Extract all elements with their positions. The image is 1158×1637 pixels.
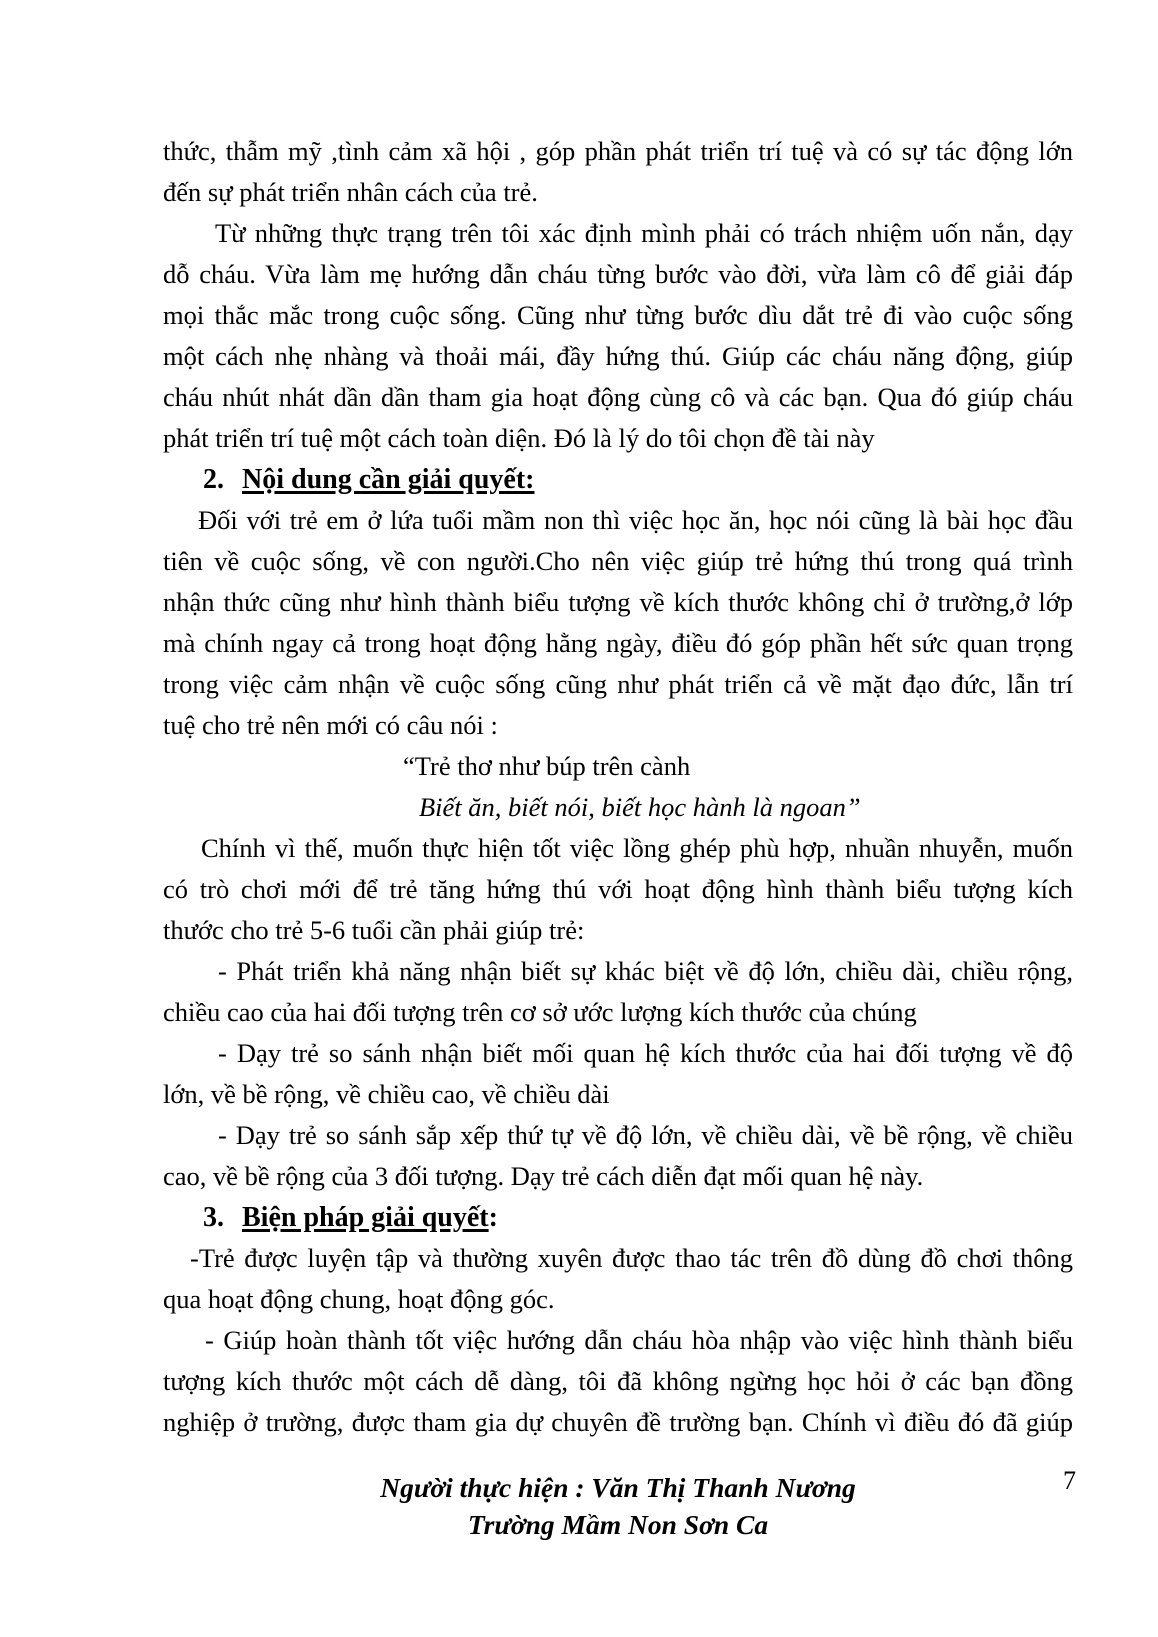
section-colon: : (488, 1202, 498, 1233)
footer-author: Người thực hiện : Văn Thị Thanh Nương (380, 1472, 856, 1503)
paragraph-line: có trò chơi mới để trẻ tăng hứng thú với hoạt động hình thành biểu tượng kích (163, 874, 1073, 904)
text-column (163, 131, 1073, 1543)
paragraph-line: tuệ cho trẻ nên mới có câu nói : (163, 710, 498, 740)
section-title: Nội dung cần giải quyết: (242, 464, 535, 495)
section-heading-3 (163, 1197, 1073, 1238)
paragraph-line: phát triển trí tuệ một cách toàn diện. Đó là lý do tôi chọn đề tài này (163, 423, 875, 453)
paragraph-line: tiên về cuộc sống, về con người.Cho nên việc giúp trẻ hứng thú trong quá trình (163, 546, 1073, 576)
paragraph-line: -Trẻ được luyện tập và thường xuyên được thao tác trên đồ dùng đồ chơi thông (190, 1243, 1073, 1273)
paragraph-line: một cách nhẹ nhàng và thoải mái, đầy hứng thú. Giúp các cháu năng động, giúp (163, 341, 1073, 371)
paragraph-line: qua hoạt động chung, hoạt động góc. (163, 1284, 555, 1314)
paragraph-line: mọi thắc mắc trong cuộc sống. Cũng như từng bước dìu dắt trẻ đi vào cuộc sống (163, 300, 1073, 330)
paragraph-line: cháu nhút nhát dần dần tham gia hoạt động cùng cô và các bạn. Qua đó giúp cháu (163, 382, 1073, 412)
paragraph-line: trong việc cảm nhận về cuộc sống cũng như phát triển cả về mặt đạo đức, lẫn trí (163, 669, 1073, 699)
paragraph-line: thức, thẫm mỹ ,tình cảm xã hội , góp phần phát triển trí tuệ và có sự tác động lớn (163, 136, 1073, 166)
paragraph-line: đến sự phát triển nhân cách của trẻ. (163, 177, 538, 207)
paragraph-line: dỗ cháu. Vừa làm mẹ hướng dẫn cháu từng bước vào đời, vừa làm cô để giải đáp (163, 259, 1073, 289)
poem-line-1: “Trẻ thơ như búp trên cành (403, 751, 691, 781)
paragraph-line: Đối với trẻ em ở lứa tuổi mầm non thì việc học ăn, học nói cũng là bài học đầu (198, 505, 1073, 535)
bullet-line: chiều cao của hai đối tượng trên cơ sở ước lượng kích thước của chúng (163, 997, 917, 1027)
paragraph-line: nghiệp ở trường, được tham gia dự chuyên đề trường bạn. Chính vì điều đó đã giúp (163, 1407, 1073, 1437)
footer-school: Trường Mầm Non Sơn Ca (467, 1509, 769, 1540)
paragraph-line: Chính vì thế, muốn thực hiện tốt việc lồng ghép phù hợp, nhuần nhuyễn, muốn (201, 833, 1073, 863)
page-footer (163, 1469, 1073, 1543)
paragraph-line: - Giúp hoàn thành tốt việc hướng dẫn cháu hòa nhập vào việc hình thành biểu (205, 1325, 1073, 1355)
bullet-line: lớn, về bề rộng, về chiều cao, về chiều dài (163, 1079, 610, 1109)
paragraph-line: mà chính ngay cả trong hoạt động hằng ngày, điều đó góp phần hết sức quan trọng (163, 628, 1073, 658)
bullet-line: - Dạy trẻ so sánh sắp xếp thứ tự về độ lớn, về chiều dài, về bề rộng, về chiều (218, 1120, 1073, 1150)
section-number: 3. (203, 1202, 224, 1233)
bullet-line: - Dạy trẻ so sánh nhận biết mối quan hệ kích thước của hai đối tượng về độ (218, 1038, 1073, 1068)
section-number: 2. (203, 464, 224, 495)
section-heading-2 (163, 459, 1073, 500)
poem-line-2: Biết ăn, biết nói, biết học hành là ngoan” (419, 792, 861, 822)
page-number: 7 (1063, 1466, 1076, 1495)
paragraph-line: thước cho trẻ 5-6 tuổi cần phải giúp trẻ: (163, 915, 585, 945)
paragraph-line: nhận thức cũng như hình thành biểu tượng về kích thước không chỉ ở trường,ở lớp (163, 587, 1073, 617)
bullet-line: cao, về bề rộng của 3 đối tượng. Dạy trẻ cách diễn đạt mối quan hệ này. (163, 1161, 924, 1191)
paragraph-line: tượng kích thước một cách dễ dàng, tôi đã không ngừng học hỏi ở các bạn đồng (163, 1366, 1073, 1396)
bullet-line: - Phát triển khả năng nhận biết sự khác biệt về độ lớn, chiều dài, chiều rộng, (218, 956, 1073, 986)
section-title: Biện pháp giải quyết (242, 1202, 489, 1233)
paragraph-line: Từ những thực trạng trên tôi xác định mình phải có trách nhiệm uốn nắn, dạy (215, 218, 1073, 248)
